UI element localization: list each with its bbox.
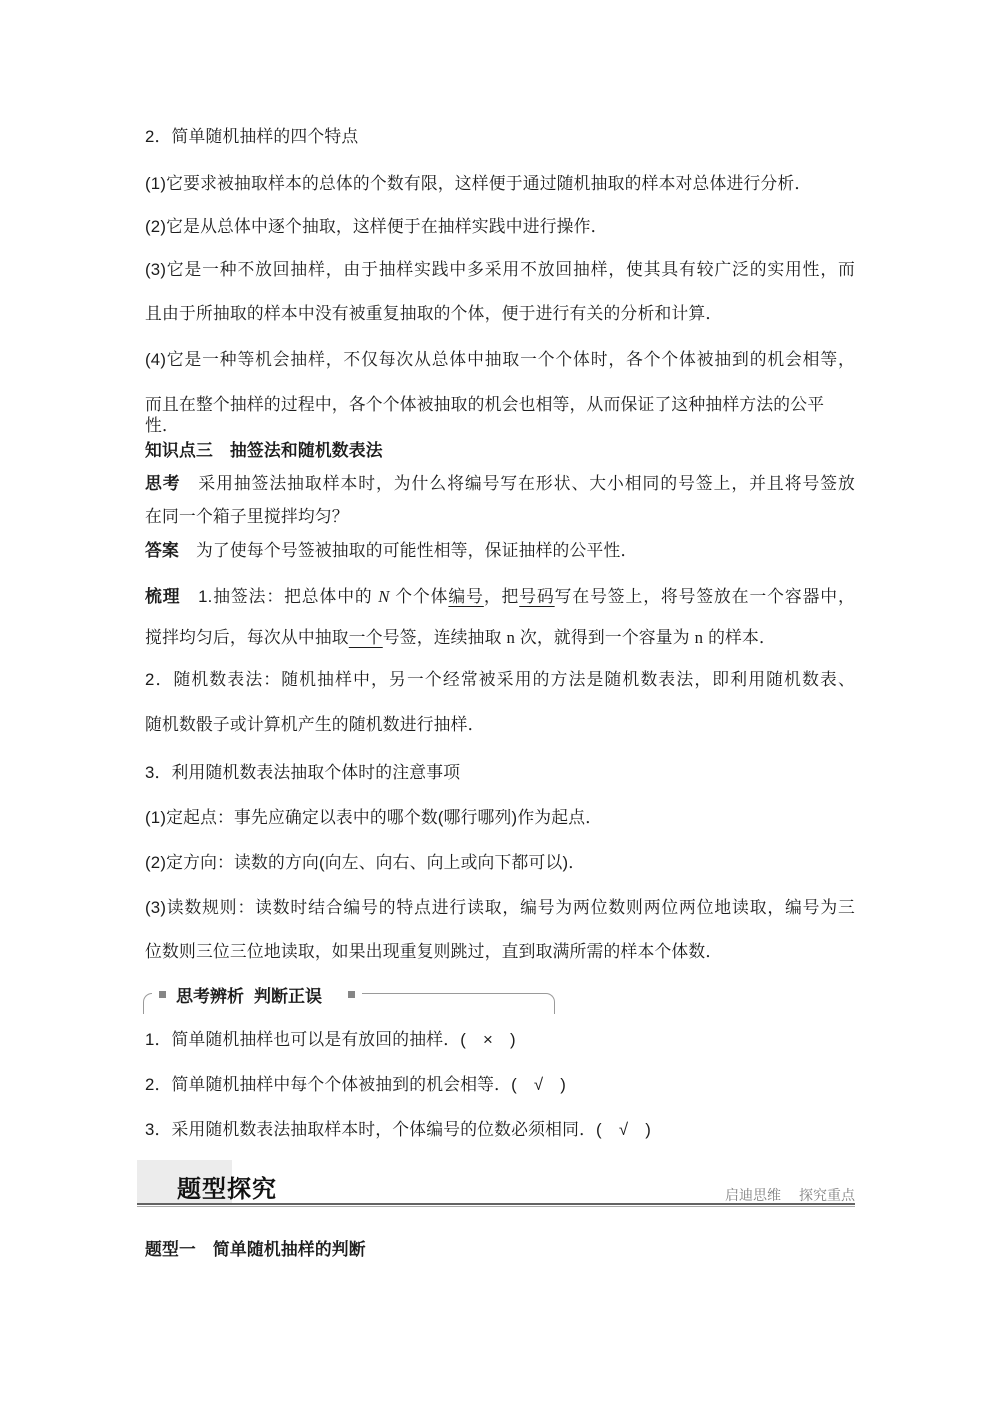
method-2-line-1: 2．随机数表法：随机抽样中，另一个经常被采用的方法是随机数表法，即利用随机数表、: [145, 670, 855, 689]
feature-item-3-line-2: 且由于所抽取的样本中没有被重复抽取的个体，便于进行有关的分析和计算．: [145, 304, 723, 323]
feature-item-4-line-2: 而且在整个抽样的过程中，各个个体被抽取的机会也相等，从而保证了这种抽样方法的公平性．: [145, 395, 825, 435]
note-2-direction: (2)定方向：读数的方向(向左、向右、向上或向下都可以)．: [145, 853, 586, 872]
explore-header-rule: [137, 1203, 855, 1207]
explore-tagline-left: 启迪思维: [725, 1187, 781, 1203]
think-question-line-1: 思考 采用抽签法抽取样本时，为什么将编号写在形状、大小相同的号签上，并且将号签放: [145, 474, 855, 493]
method-2-line-2: 随机数骰子或计算机产生的随机数进行抽样．: [145, 715, 485, 734]
topic-1-heading: 题型一 简单随机抽样的判断: [145, 1240, 366, 1259]
feature-item-1: (1)它要求被抽取样本的总体的个数有限，这样便于通过随机抽取的样本对总体进行分析．: [145, 174, 812, 193]
feature-item-3-line-1: (3)它是一种不放回抽样，由于抽样实践中多采用不放回抽样，使其具有较广泛的实用性，而: [145, 260, 855, 279]
method-3-heading: 3．利用随机数表法抽取个体时的注意事项: [145, 763, 461, 782]
judge-title-left: 思考辨析: [176, 986, 244, 1006]
explore-section-title: 题型探究: [177, 1176, 277, 1203]
note-3-reading-rule-line-2: 位数则三位三位地读取，如果出现重复则跳过，直到取满所需的样本个体数．: [145, 942, 723, 961]
note-3-reading-rule-line-1: (3)读数规则：读数时结合编号的特点进行读取，编号为两位数则两位两位地读取，编号为三: [145, 898, 855, 917]
think-question-line-2: 在同一个箱子里搅拌均匀？: [145, 507, 349, 526]
features-heading: 2．简单随机抽样的四个特点: [145, 127, 359, 146]
judge-box-title: [152, 984, 362, 1004]
square-bullet-icon: [159, 991, 166, 998]
feature-item-2: (2)它是从总体中逐个抽取，这样便于在抽样实践中进行操作．: [145, 217, 608, 236]
explore-tagline: [555, 1185, 855, 1205]
judge-item-3: 3．采用随机数表法抽取样本时，个体编号的位数必须相同．( √ ): [145, 1120, 651, 1139]
explore-tagline-right: 探究重点: [799, 1187, 855, 1203]
note-1-start-point: (1)定起点：事先应确定以表中的哪个数(哪行哪列)作为起点．: [145, 808, 603, 827]
judge-item-1: 1．简单随机抽样也可以是有放回的抽样．( × ): [145, 1030, 516, 1049]
feature-item-4-line-1: (4)它是一种等机会抽样，不仅每次从总体中抽取一个个体时，各个个体被抽到的机会相等，: [145, 350, 855, 369]
summary-line-1: 梳理 1.抽签法：把总体中的 N 个个体编号，把号码写在号签上，将号签放在一个容器中，: [145, 587, 855, 606]
judge-item-2: 2．简单随机抽样中每个个体被抽到的机会相等．( √ ): [145, 1075, 567, 1094]
judge-title-right: 判断正误: [254, 986, 322, 1006]
square-bullet-icon: [348, 991, 355, 998]
summary-line-2: 搅拌均匀后，每次从中抽取一个号签，连续抽取 n 次，就得到一个容量为 n 的样本．: [145, 628, 777, 647]
knowledge-point-heading: 知识点三 抽签法和随机数表法: [145, 441, 383, 460]
answer-line: 答案 为了使每个号签被抽取的可能性相等，保证抽样的公平性．: [145, 541, 638, 560]
